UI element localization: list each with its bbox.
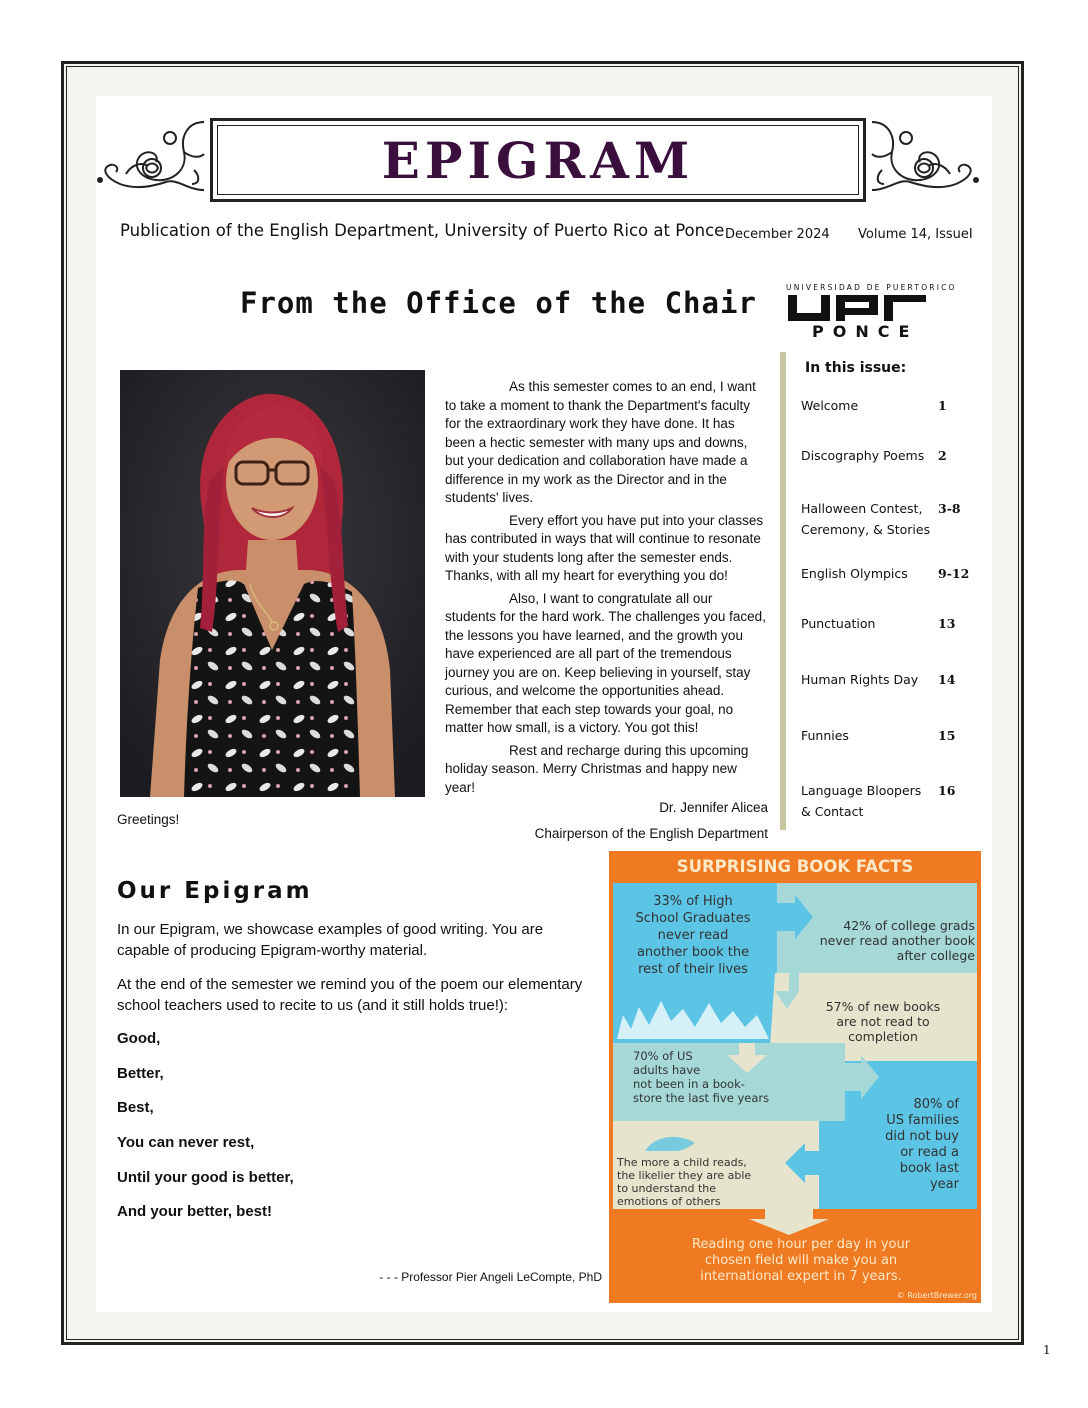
letter-paragraph: Also, I want to congratulate all our students for the hard work. The challenges you faced, the lessons you have learned, and the growth you have experienced are all part of the tremendous journey you are on. Keep believing in yourself, stay curious, and welcome the opportunities ahead. Remember that each step towards your goal, no matter how small, is a victory. You got this!: [445, 590, 766, 735]
epigram-paragraph: At the end of the semester we remind you of the poem our elementary school teachers used to recite to us (and it still holds true!):: [117, 976, 583, 1014]
upr-ponce-logo: [786, 283, 972, 339]
toc-item-page: 14: [938, 672, 956, 687]
fact3-line: are not read to: [836, 1014, 930, 1029]
epigram-heading: Our Epigram: [117, 878, 313, 904]
toc-item-page: 15: [938, 728, 956, 743]
poem-line: Best,: [117, 1099, 154, 1116]
letter-paragraph: As this semester comes to an end, I want to take a moment to thank the Department's faculty for the extraordinary work they have done. It has been a hectic semester with many ups and downs, but your dedication and collaboration have made a difference in my work as the Director and in the students' lives.: [445, 379, 756, 505]
issue-date: December 2024: [725, 227, 830, 242]
publication-line: Publication of the English Department, University of Puerto Rico at Ponce: [120, 221, 725, 240]
toc-item-page: 16: [938, 783, 956, 798]
fact1-line: never read: [657, 928, 729, 943]
fact7-line: chosen field will make you an: [704, 1253, 898, 1268]
fact5-line: did not buy: [885, 1129, 959, 1144]
poem-credit: - - - Professor Pier Angeli LeCompte, PhD: [379, 1270, 602, 1284]
toc-item-label[interactable]: Funnies: [801, 728, 849, 743]
fact4-line: not been in a book-: [633, 1077, 745, 1091]
fact1-line: rest of their lives: [638, 962, 748, 977]
fact7-line: Reading one hour per day in your: [691, 1237, 911, 1252]
issue-volume: Volume 14, IssueI: [858, 227, 973, 242]
fact3-line: completion: [848, 1029, 918, 1044]
logo-campus-text: PONCE: [812, 322, 919, 339]
toc-item-page: 13: [938, 616, 956, 631]
fact6-line: the likelier they are able: [617, 1169, 752, 1182]
fact2-line: after college: [896, 948, 975, 963]
toc-item-page: 9-12: [938, 566, 970, 581]
fact5-line: or read a: [900, 1145, 959, 1160]
toc-item-label[interactable]: Punctuation: [801, 616, 876, 631]
fact5-line: year: [929, 1177, 959, 1192]
epigram-paragraph: In our Epigram, we showcase examples of good writing. You are capable of producing Epigram-worthy material.: [117, 921, 544, 959]
fact2-line: never read another book: [819, 933, 975, 948]
fact5-line: US families: [886, 1113, 959, 1128]
letter-paragraph: Rest and recharge during this upcoming holiday season. Merry Christmas and happy new year!: [445, 742, 749, 795]
toc-heading: In this issue:: [805, 360, 907, 376]
logo-mark-text: UPR: [786, 337, 789, 338]
toc-item-label[interactable]: Welcome: [801, 398, 859, 413]
infographic-title: SURPRISING BOOK FACTS: [676, 857, 914, 876]
poem-line: Until your good is better,: [117, 1169, 294, 1186]
fact6-line: emotions of others: [617, 1195, 721, 1208]
fact5-line: book last: [899, 1161, 959, 1176]
book-facts-infographic: [609, 851, 981, 1303]
fact1-line: 33% of High: [653, 894, 733, 909]
toc-item-page: 3-8: [938, 501, 961, 516]
toc-item-label[interactable]: Discography Poems: [801, 448, 925, 463]
fact7-line: international expert in 7 years.: [700, 1269, 902, 1284]
signature-name: Dr. Jennifer Alicea: [659, 800, 768, 815]
infographic-credit: © RobertBrewer.org: [896, 1291, 977, 1300]
fact4-line: adults have: [633, 1063, 701, 1077]
masthead-box: [210, 118, 866, 202]
fact3-line: 57% of new books: [825, 999, 941, 1014]
chair-heading: From the Office of the Chair: [240, 286, 757, 320]
toc-item-label[interactable]: Human Rights Day: [801, 672, 919, 687]
fact4-line: 70% of US: [633, 1049, 693, 1063]
toc-item-page: 1: [938, 398, 947, 413]
signature-title: Chairperson of the English Department: [534, 826, 768, 841]
greeting: Greetings!: [117, 812, 180, 827]
toc-item-label[interactable]: Language Bloopers & Contact: [801, 783, 922, 819]
fact6-line: The more a child reads,: [617, 1156, 747, 1169]
poem-line: Better,: [117, 1065, 164, 1082]
poem-line: You can never rest,: [117, 1134, 255, 1151]
right-flourish-ornament: [868, 114, 980, 198]
toc-divider-bar: [780, 352, 786, 830]
toc-item-page: 2: [938, 448, 947, 463]
logo-university-text: UNIVERSIDAD DE PUERTORICO: [786, 283, 957, 292]
chairperson-photo: [120, 370, 425, 797]
masthead-title: EPIGRAM: [381, 130, 695, 190]
fact1-line: School Graduates: [635, 911, 751, 926]
toc-item-label[interactable]: English Olympics: [801, 566, 908, 581]
fact4-line: store the last five years: [633, 1091, 770, 1105]
chair-letter: [445, 378, 767, 801]
letter-paragraph: Every effort you have put into your classes has contributed in ways that will continue to resonate with your students long after the semester ends. Thanks, with all my heart for everything you do!: [445, 512, 764, 583]
poem-line: And your better, best!: [117, 1203, 273, 1220]
toc-item-label[interactable]: Halloween Contest, Ceremony, & Stories: [801, 501, 931, 537]
fact6-line: to understand the: [617, 1182, 717, 1195]
left-flourish-ornament: [96, 114, 208, 198]
fact1-line: another book the: [636, 945, 750, 960]
page-number: 1: [1043, 1343, 1051, 1357]
poem-line: Good,: [117, 1030, 161, 1047]
fact2-line: 42% of college grads: [843, 918, 975, 933]
fact5-line: 80% of: [913, 1097, 959, 1112]
